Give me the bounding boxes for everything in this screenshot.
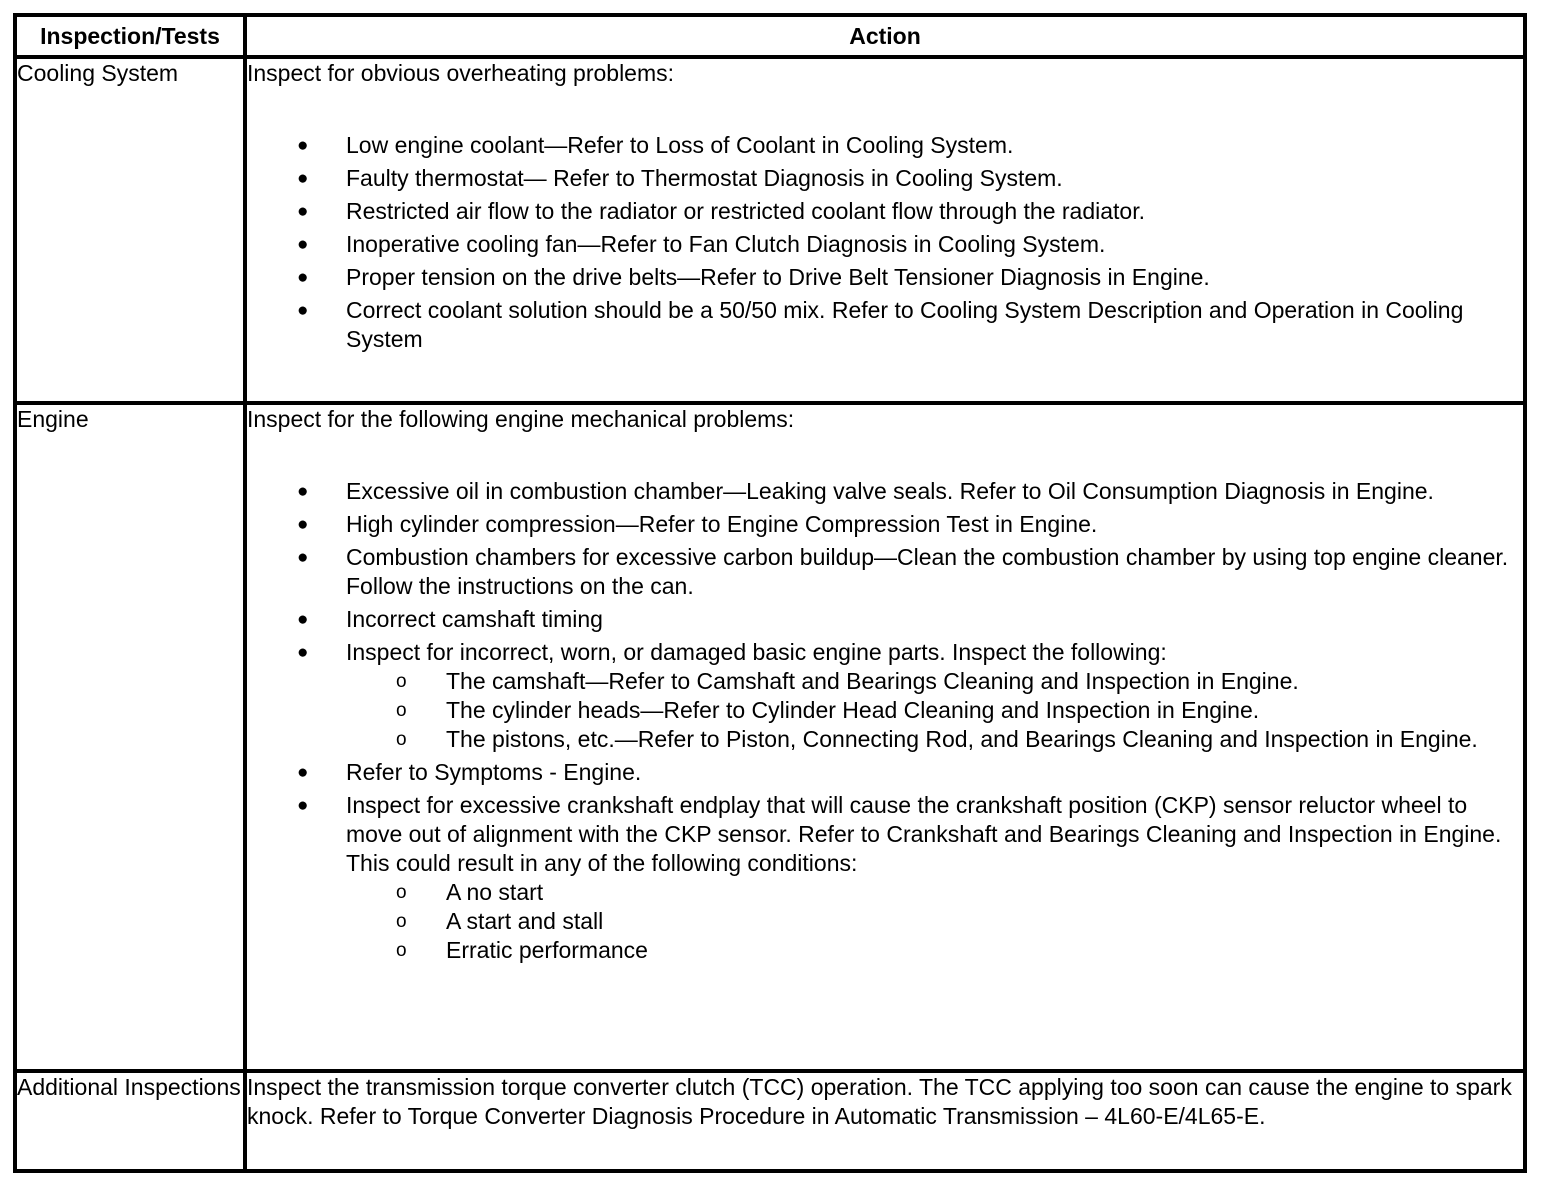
- row-action: [245, 57, 1525, 403]
- list-item-text: High cylinder compression—Refer to Engine Compression Test in Engine.: [346, 511, 1098, 537]
- table-row: [15, 1071, 1525, 1171]
- bullet-icon: ●: [297, 642, 309, 663]
- list-item: [247, 477, 1523, 506]
- bullet-icon: ●: [297, 609, 309, 630]
- list-item: [247, 638, 1523, 754]
- bullet-icon: ●: [297, 514, 309, 535]
- circle-bullet-icon: o: [396, 671, 407, 692]
- list-item-text: Refer to Symptoms - Engine.: [346, 759, 642, 785]
- bullet-icon: ●: [297, 234, 309, 255]
- table-row: [15, 57, 1525, 403]
- bullet-list: [247, 131, 1523, 354]
- list-item: [247, 230, 1523, 259]
- sub-list-item: [346, 725, 1523, 754]
- bullet-icon: ●: [297, 201, 309, 222]
- list-item: [247, 543, 1523, 601]
- sub-list-item-text: Erratic performance: [446, 937, 648, 963]
- circle-bullet-icon: o: [396, 940, 407, 961]
- action-intro: Inspect the transmission torque converter clutch (TCC) operation. The TCC applying too soon can cause the engine to spark knock. Refer to Torque Converter Diagnosis Procedure in Automatic Transmission – 4L60-E/4L65-E.: [247, 1074, 1512, 1129]
- list-item-text: Proper tension on the drive belts—Refer to Drive Belt Tensioner Diagnosis in Engine.: [346, 264, 1210, 290]
- sub-list-item-text: The camshaft—Refer to Camshaft and Bearings Cleaning and Inspection in Engine.: [446, 668, 1299, 694]
- list-item: [247, 131, 1523, 160]
- bullet-icon: ●: [297, 547, 309, 568]
- bullet-icon: ●: [297, 135, 309, 156]
- list-item: [247, 296, 1523, 354]
- row-label: Engine: [15, 403, 245, 1071]
- bullet-icon: ●: [297, 300, 309, 321]
- sub-list: [346, 667, 1523, 754]
- list-item-text: Incorrect camshaft timing: [346, 606, 603, 632]
- diagnosis-table: [13, 13, 1527, 1173]
- list-item: [247, 164, 1523, 193]
- list-item: [247, 263, 1523, 292]
- row-label: Cooling System: [15, 57, 245, 403]
- list-item-text: Excessive oil in combustion chamber—Leaking valve seals. Refer to Oil Consumption Diagnosis in Engine.: [346, 478, 1434, 504]
- bullet-list: [247, 477, 1523, 965]
- list-item: [247, 791, 1523, 965]
- row-action: [245, 403, 1525, 1071]
- list-item-text: Low engine coolant—Refer to Loss of Coolant in Cooling System.: [346, 132, 1014, 158]
- list-item-text: Inoperative cooling fan—Refer to Fan Clutch Diagnosis in Cooling System.: [346, 231, 1106, 257]
- list-item-text: Inspect for incorrect, worn, or damaged basic engine parts. Inspect the following:: [346, 639, 1167, 665]
- list-item-text: Combustion chambers for excessive carbon buildup—Clean the combustion chamber by using top engine cleaner. Follow the instructions on the can.: [346, 544, 1509, 599]
- list-item: [247, 197, 1523, 226]
- list-item-text: Correct coolant solution should be a 50/50 mix. Refer to Cooling System Description and Operation in Cooling System: [346, 297, 1464, 352]
- sub-list-item: [346, 907, 1523, 936]
- list-item-text: Inspect for excessive crankshaft endplay that will cause the crankshaft position (CKP) sensor reluctor wheel to move out of alignment with the CKP sensor. Refer to Crankshaft and Bearings Cleaning and Inspection in Engine. This could result in any of the following conditions:: [346, 792, 1502, 876]
- row-label: Additional Inspections: [15, 1071, 245, 1171]
- circle-bullet-icon: o: [396, 911, 407, 932]
- sub-list-item: [346, 936, 1523, 965]
- list-item-text: Faulty thermostat— Refer to Thermostat Diagnosis in Cooling System.: [346, 165, 1063, 191]
- header-action: Action: [245, 15, 1525, 57]
- table-header-row: [15, 15, 1525, 57]
- header-inspection-tests: Inspection/Tests: [15, 15, 245, 57]
- bullet-icon: ●: [297, 762, 309, 783]
- sub-list-item-text: The cylinder heads—Refer to Cylinder Head Cleaning and Inspection in Engine.: [446, 697, 1260, 723]
- bullet-icon: ●: [297, 481, 309, 502]
- table-row: [15, 403, 1525, 1071]
- action-intro: Inspect for obvious overheating problems:: [247, 60, 675, 86]
- circle-bullet-icon: o: [396, 882, 407, 903]
- list-item: [247, 605, 1523, 634]
- list-item: [247, 510, 1523, 539]
- sub-list-item: [346, 696, 1523, 725]
- action-intro: Inspect for the following engine mechanical problems:: [247, 406, 795, 432]
- list-item: [247, 758, 1523, 787]
- sub-list: [346, 878, 1523, 965]
- bullet-icon: ●: [297, 168, 309, 189]
- sub-list-item: [346, 667, 1523, 696]
- sub-list-item-text: The pistons, etc.—Refer to Piston, Connecting Rod, and Bearings Cleaning and Inspection in Engine.: [446, 726, 1478, 752]
- sub-list-item-text: A no start: [446, 879, 544, 905]
- sub-list-item-text: A start and stall: [446, 908, 604, 934]
- list-item-text: Restricted air flow to the radiator or restricted coolant flow through the radiator.: [346, 198, 1146, 224]
- circle-bullet-icon: o: [396, 729, 407, 750]
- sub-list-item: [346, 878, 1523, 907]
- bullet-icon: ●: [297, 267, 309, 288]
- circle-bullet-icon: o: [396, 700, 407, 721]
- bullet-icon: ●: [297, 795, 309, 816]
- row-action: [245, 1071, 1525, 1171]
